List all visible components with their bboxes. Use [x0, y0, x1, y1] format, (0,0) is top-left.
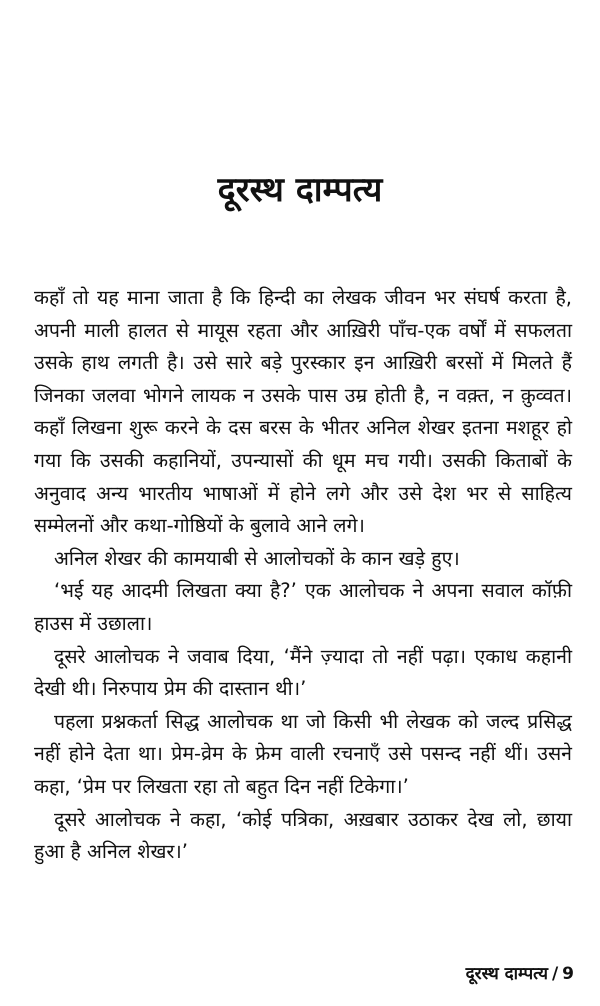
paragraph-second-critic-reply: दूसरे आलोचक ने जवाब दिया, ‘मैंने ज़्यादा तो नहीं पढ़ा। एकाध कहानी देखी थी। निरुपाय प्रेम की दास्तान थी।’ [34, 644, 572, 701]
running-title: दूरस्थ दाम्पत्य [465, 964, 548, 984]
paragraph-first-question: ‘भई यह आदमी लिखता क्या है?’ एक आलोचक ने अपना सवाल कॉफ़ी हाउस में उछाला। [34, 579, 572, 635]
chapter-body [34, 282, 572, 869]
footer-separator: / [551, 964, 559, 984]
paragraph-second-critic-retort: दूसरे आलोचक ने कहा, ‘कोई पत्रिका, अख़बार उठाकर देख लो, छाया हुआ है अनिल शेखर।’ [34, 807, 572, 864]
chapter-title: दूरस्थ दाम्पत्य [217, 170, 383, 210]
paragraph-opening: कहाँ तो यह माना जाता है कि हिन्दी का लेखक जीवन भर संघर्ष करता है, अपनी माली हालत से मायूस रहता और आख़िरी पाँच-एक वर्षों में सफलता उसके हाथ लगती है। उसे सारे बड़े पुरस्कार इन आख़िरी बरसों में मिलते हैं जिनका जलवा भोगने लायक न उसके पास उम्र होती है, न वक़्त, न क़ुव्वत। कहाँ लिखना शुरू करने के दस बरस के भीतर अनिल शेखर इतना मशहूर हो गया कि उसकी कहानियों, उपन्यासों की धूम मच गयी। उसकी किताबों के अनुवाद अन्य भारतीय भाषाओं में होने लगे और उसे देश भर से साहित्य सम्मेलनों और कथा-गोष्ठियों के बुलावे आने लगे। [34, 286, 572, 538]
page-number: 9 [562, 964, 574, 984]
paragraph-first-critic-verdict: पहला प्रश्नकर्ता सिद्ध आलोचक था जो किसी भी लेखक को जल्द प्रसिद्ध नहीं होने देता था। प्रेम-व्रेम के फ्रेम वाली रचनाएँ उसे पसन्द नहीं थीं। उसने कहा, ‘प्रेम पर लिखता रहा तो बहुत दिन नहीं टिकेगा।’ [34, 709, 572, 798]
page-footer [466, 962, 574, 986]
paragraph-critics-alert: अनिल शेखर की कामयाबी से आलोचकों के कान खड़े हुए। [54, 546, 460, 570]
